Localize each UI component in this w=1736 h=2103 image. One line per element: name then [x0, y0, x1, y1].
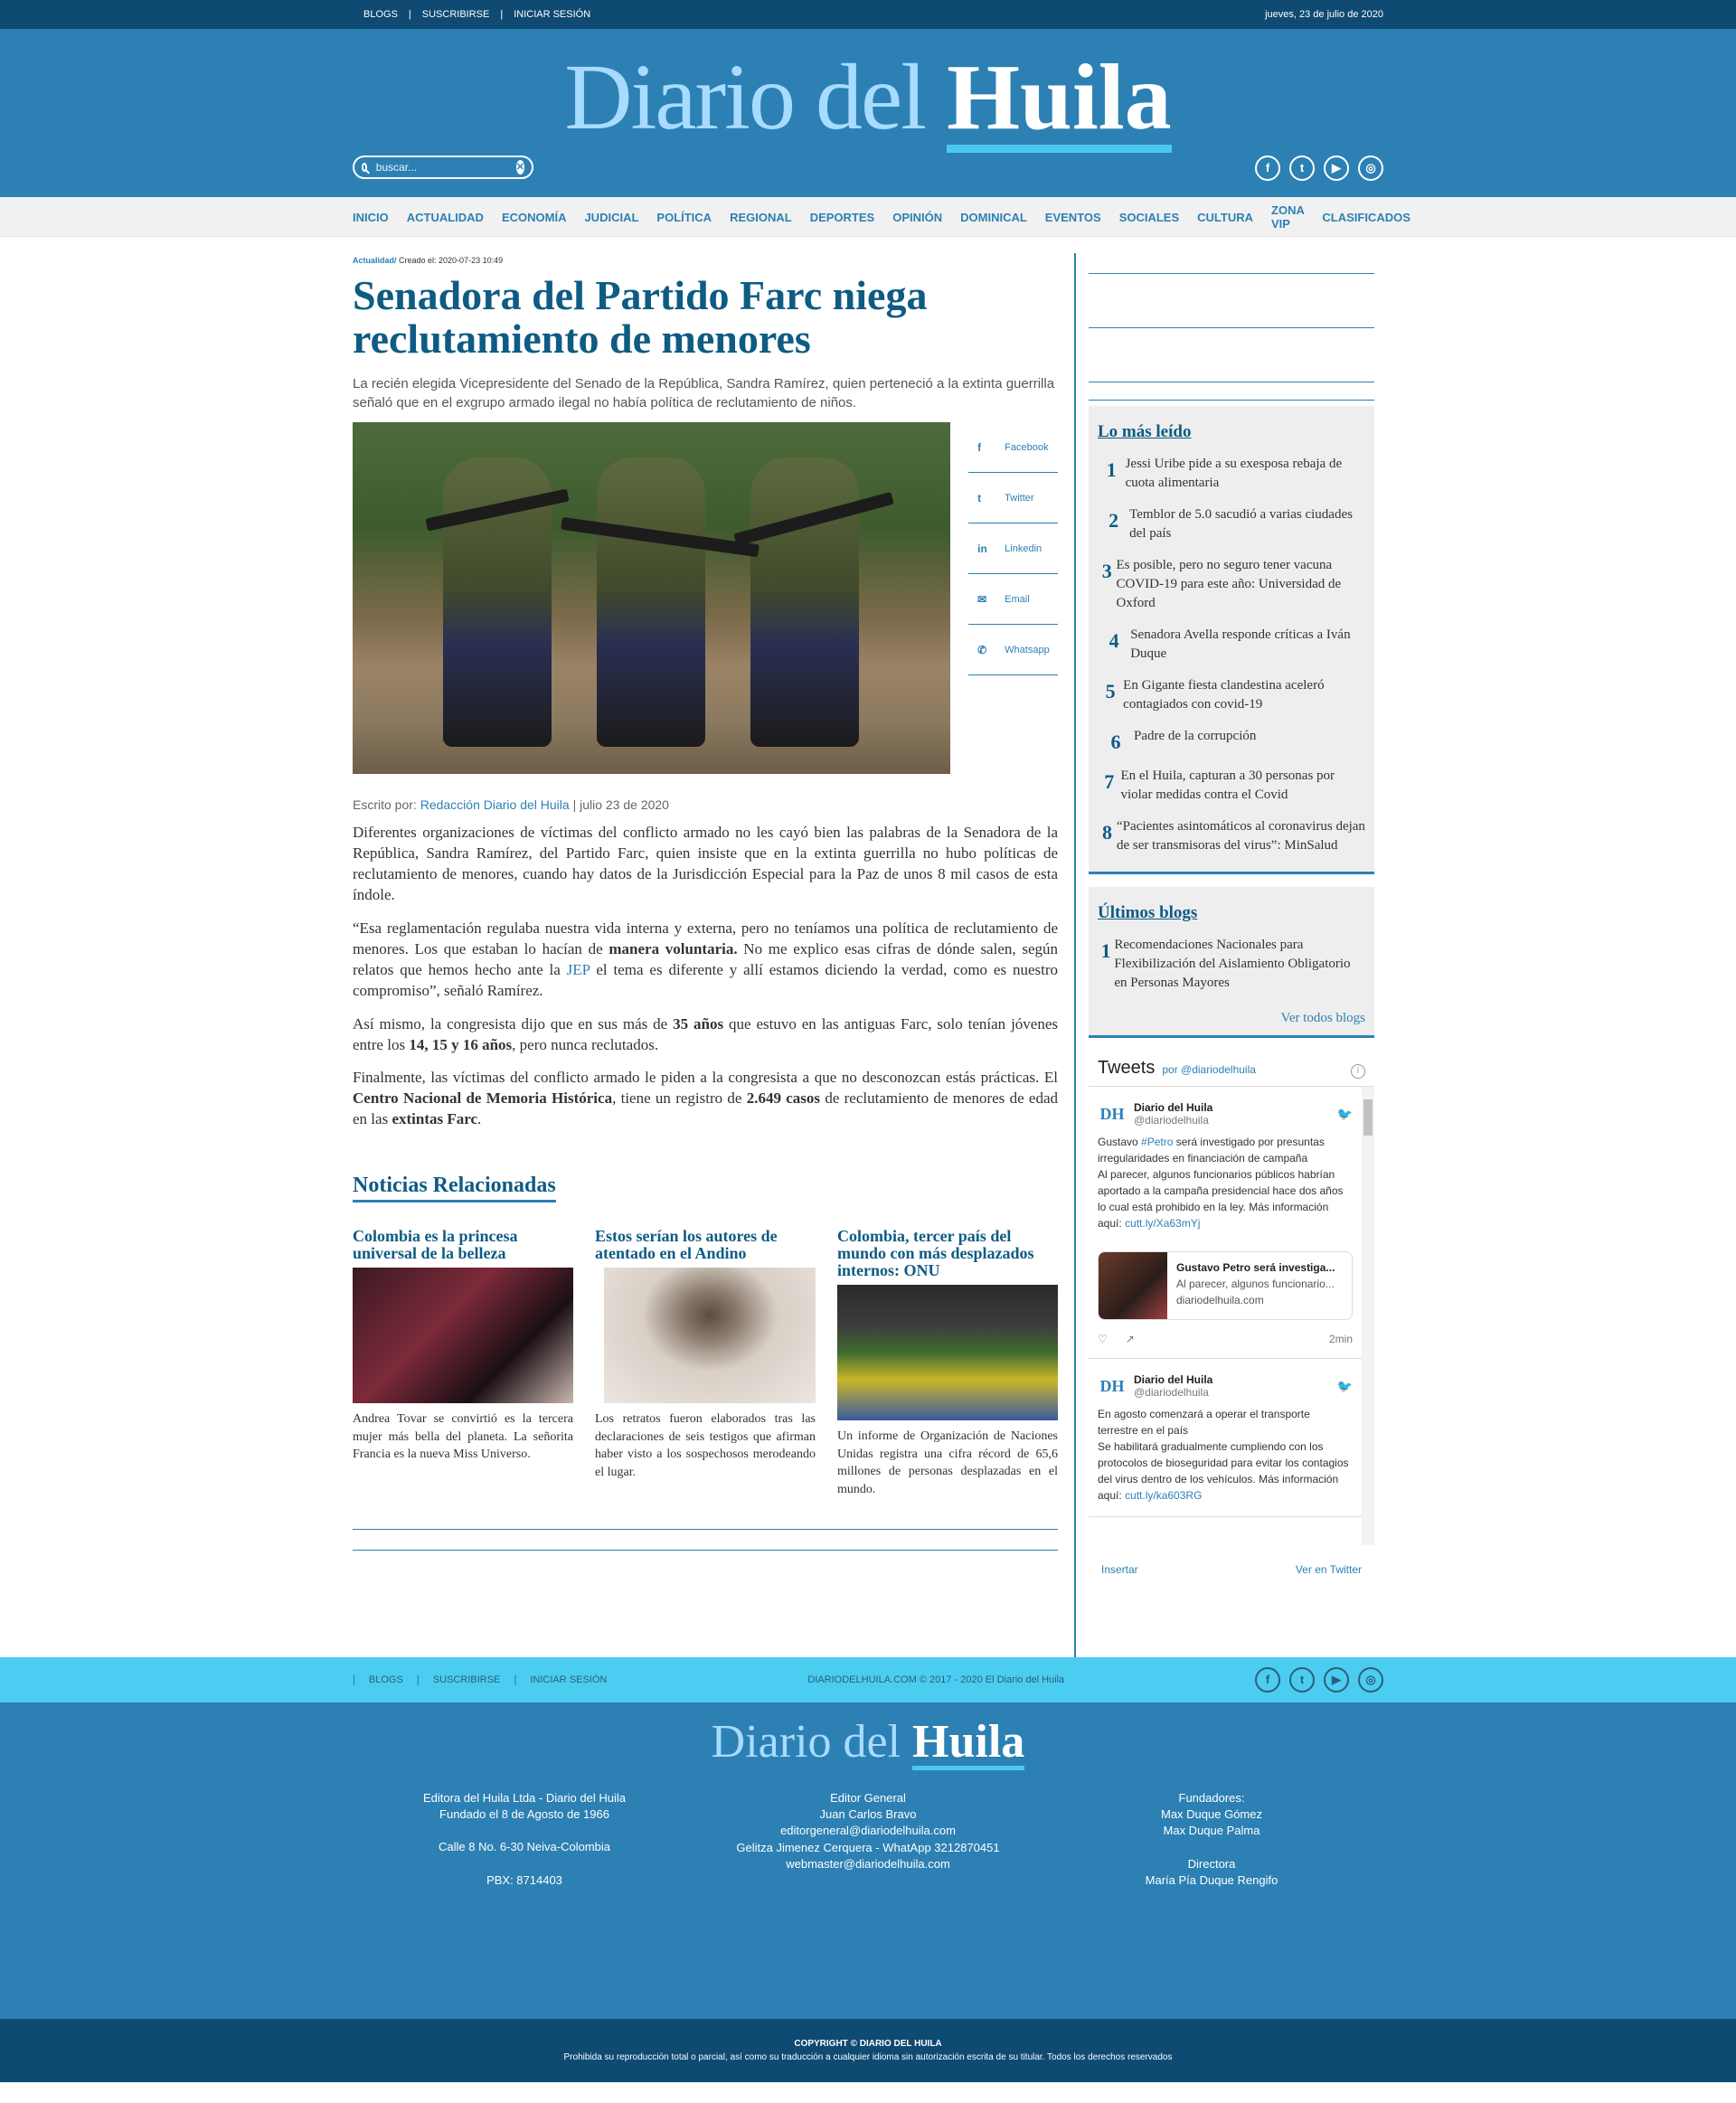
tweet[interactable] [1089, 1359, 1362, 1517]
footer-text: Max Duque Palma [1163, 1824, 1260, 1838]
twitter-icon: t [977, 491, 982, 505]
sidebar-ad-slot [1089, 400, 1374, 401]
divider-line [353, 1550, 1058, 1551]
list-item[interactable] [1098, 676, 1365, 714]
twitter-widget [1089, 1058, 1374, 1576]
text: En agosto comenzará a operar el transporte terrestre en el país Se habilitará gradualmente cumpliendo con los protocolos de bioseguridad para evitar los contagios del virus dentro de los vehículos. Más información aquí: [1098, 1408, 1349, 1502]
twitter-widget-handle[interactable]: por @diariodelhuila [1162, 1063, 1256, 1076]
nav-item-politica[interactable]: POLÍTICA [656, 210, 712, 224]
tweet-card-title: Gustavo Petro será investiga... [1176, 1261, 1335, 1274]
nav-item-eventos[interactable]: EVENTOS [1044, 210, 1101, 224]
related-card-image[interactable] [837, 1285, 1058, 1420]
list-item-text[interactable]: “Pacientes asintomáticos al coronavirus dejan de ser transmisoras del virus”: MinSalud [1117, 819, 1365, 853]
tweet-author-handle: @diariodelhuila [1134, 1386, 1209, 1399]
share-icon[interactable]: ↗ [1125, 1333, 1135, 1345]
current-date: jueves, 23 de julio de 2020 [1265, 9, 1383, 20]
list-item[interactable] [1098, 626, 1365, 664]
footer-bar [0, 1657, 1736, 1702]
footer-email[interactable]: editorgeneral@diariodelhuila.com [780, 1824, 956, 1838]
tweet-author[interactable] [1134, 1101, 1212, 1127]
top-link-login[interactable]: INICIAR SESIÓN [514, 9, 591, 20]
main-nav [0, 197, 1736, 237]
breadcrumb-section[interactable]: Actualidad/ [353, 256, 397, 265]
bold-text: 2.649 casos [746, 1089, 821, 1108]
tweet[interactable] [1089, 1087, 1362, 1359]
bold-text: extintas Farc [392, 1110, 478, 1128]
instagram-icon[interactable]: ◎ [1358, 1667, 1383, 1693]
list-item-text[interactable]: Es posible, pero no seguro tener vacuna COVID-19 para este año: Universidad de Oxford [1116, 558, 1342, 610]
logo-text-light: Diario del [711, 1716, 913, 1768]
tweet-author-name: Diario del Huila [1134, 1101, 1213, 1114]
tweet-time[interactable]: 2min [1328, 1333, 1353, 1345]
spacer [407, 1823, 642, 1839]
related-card-text: Andrea Tovar se convirtió es la tercera mujer más bella del planeta. La señorita Francia es la nueva Miss Universo. [353, 1412, 573, 1462]
footer-text: Fundadores: [1178, 1791, 1245, 1805]
nav-item-zona-vip[interactable]: ZONA VIP [1271, 203, 1305, 231]
text: , tiene un registro de [612, 1089, 747, 1108]
paragraph [353, 1068, 1058, 1130]
footer-text: Fundado el 8 de Agosto de 1966 [439, 1807, 609, 1822]
separator: | [416, 1674, 420, 1685]
list-item[interactable] [1098, 767, 1365, 805]
nav-item-dominical[interactable]: DOMINICAL [960, 210, 1027, 224]
photo-figure [750, 457, 859, 747]
list-item-text[interactable]: En Gigante fiesta clandestina aceleró contagiados con covid-19 [1123, 678, 1325, 712]
share-facebook[interactable] [968, 422, 1058, 473]
footer-text: Editor General [830, 1791, 906, 1805]
footer-columns [353, 1790, 1383, 1889]
sidebar-ad-slot [1089, 273, 1374, 327]
tweet-author-handle: @diariodelhuila [1134, 1114, 1209, 1127]
nav-item-cultura[interactable]: CULTURA [1197, 210, 1254, 224]
rights-notice: Prohibida su reproducción total o parcial, así como su traducción a cualquier idioma sin autorización escrita de su titular. Todos los derechos reservados [563, 2052, 1173, 2062]
site-header [0, 29, 1736, 197]
footer-logo[interactable] [353, 1702, 1383, 1770]
footer-text: Juan Carlos Bravo [819, 1807, 917, 1822]
rank-number: 8 [1102, 821, 1112, 844]
list-item-text[interactable]: Temblor de 5.0 sacudió a varias ciudades del país [1129, 507, 1353, 541]
related-card-title[interactable]: Estos serían los autores de atentado en el Andino [595, 1227, 778, 1263]
hashtag-link[interactable]: #Petro [1141, 1136, 1174, 1148]
share-label: Twitter [1005, 492, 1034, 504]
sidebar-ad-slot [1089, 327, 1374, 382]
rank-number: 6 [1110, 731, 1121, 753]
footer-column-founders [1094, 1790, 1329, 1889]
tweet-text [1098, 1406, 1353, 1504]
search-input[interactable] [376, 161, 516, 174]
top-links [353, 9, 601, 20]
view-on-twitter-link[interactable]: Ver en Twitter [1295, 1563, 1362, 1576]
footer-main [0, 1702, 1736, 2019]
twitter-widget-title: Tweets [1098, 1058, 1156, 1078]
latest-blogs [1089, 887, 1374, 1038]
paragraph: Diferentes organizaciones de víctimas del conflicto armado no les cayó bien las palabras de la Senadora de la República, Sandra Ramírez, del Partido Farc, quien insiste que en la extinta guerrilla no hubo políticas de reclutamiento de menores, cuando hay datos de la Jurisdicción Especial para la Paz de unos 8 mil casos de esta índole. [353, 824, 1058, 903]
related-card-title[interactable]: Colombia es la princesa universal de la belleza [353, 1227, 518, 1263]
text: No me explico esas cifras de dónde salen, según relatos que hemos hecho ante la [353, 939, 1058, 978]
related-card[interactable] [837, 1228, 1058, 1498]
footer-link-subscribe[interactable]: SUSCRIBIRSE [432, 1674, 501, 1685]
text: el tema es diferente y allí estamos diciendo la verdad, como es nuestro compromiso”, señaló Ramírez. [353, 960, 1059, 999]
tweet-link-card[interactable] [1098, 1251, 1353, 1320]
list-item-text[interactable]: En el Huila, capturan a 30 personas por violar medidas contra el Covid [1120, 769, 1335, 802]
facebook-icon: f [977, 440, 982, 454]
list-item[interactable] [1098, 556, 1365, 613]
footer-link-blogs[interactable]: BLOGS [368, 1674, 403, 1685]
instagram-icon[interactable]: ◎ [1358, 156, 1383, 181]
share-whatsapp[interactable] [968, 625, 1058, 675]
rank-number: 3 [1101, 560, 1112, 582]
nav-item-actualidad[interactable]: ACTUALIDAD [406, 210, 484, 224]
related-card[interactable] [595, 1228, 816, 1498]
embed-link[interactable]: Insertar [1101, 1563, 1138, 1576]
share-twitter[interactable] [968, 473, 1058, 523]
twitter-widget-header [1089, 1058, 1374, 1079]
tweet-author-name: Diario del Huila [1134, 1373, 1213, 1386]
share-linkedin[interactable] [968, 523, 1058, 574]
rank-number: 2 [1109, 509, 1119, 532]
related-news-title: Noticias Relacionadas [353, 1174, 556, 1202]
created-date: Creado el: 2020-07-23 10:49 [396, 256, 504, 265]
list-item[interactable] [1098, 936, 1365, 993]
nav-item-judicial[interactable]: JUDICIAL [584, 210, 639, 224]
footer-text: PBX: 8714403 [486, 1872, 562, 1887]
tweet-text [1098, 1134, 1353, 1231]
separator: | [500, 9, 504, 20]
paragraph [353, 919, 1058, 1002]
tweet-card-site: diariodelhuila.com [1176, 1294, 1264, 1306]
list-item[interactable] [1098, 727, 1365, 754]
share-bar [968, 422, 1058, 774]
nav-item-regional[interactable]: REGIONAL [730, 210, 792, 224]
scrollbar[interactable] [1362, 1087, 1374, 1545]
related-news [353, 1228, 1058, 1498]
photo-figure [597, 457, 705, 747]
text: que estuvo en las antiguas Farc, solo tenían jóvenes entre los [353, 1014, 1059, 1053]
article-body [353, 823, 1058, 1130]
article-title: Senadora del Partido Farc niega reclutamiento de menores [353, 272, 928, 363]
separator: | [353, 1674, 355, 1685]
list-item-text[interactable]: Padre de la corrupción [1134, 729, 1257, 743]
bold-text: 35 años [673, 1014, 724, 1033]
avatar[interactable]: DH [1099, 1377, 1125, 1395]
footer-links [353, 1674, 618, 1685]
top-link-subscribe[interactable]: SUSCRIBIRSE [421, 9, 490, 20]
list-item-text[interactable]: Senadora Avella responde críticas a Iván Duque [1130, 627, 1351, 661]
separator: | [408, 9, 411, 20]
tweet-user [1098, 1099, 1353, 1128]
related-card[interactable] [353, 1228, 573, 1498]
list-item[interactable] [1098, 505, 1365, 543]
info-icon[interactable]: i [1351, 1064, 1365, 1079]
footer-text: Gelitza Jimenez Cerquera - WhatApp 3212870451 [736, 1840, 1000, 1854]
share-email[interactable] [968, 574, 1058, 625]
rank-number: 1 [1106, 458, 1117, 481]
footer-column-company [407, 1790, 642, 1889]
nav-item-economia[interactable]: ECONOMÍA [501, 210, 567, 224]
sidebar [1089, 253, 1374, 1657]
footer-link-login[interactable]: INICIAR SESIÓN [530, 1674, 608, 1685]
article-photo [353, 422, 950, 774]
bold-text: 14, 15 y 16 años [409, 1035, 513, 1053]
main-content [353, 237, 1383, 1657]
text: . [477, 1110, 482, 1128]
sidebar-ad-slot [1089, 382, 1374, 400]
logo-text-bold: Huila [947, 51, 1172, 153]
avatar[interactable]: DH [1099, 1105, 1125, 1123]
text: Gustavo [1098, 1136, 1142, 1148]
footer-copy: DIARIODELHUILA.COM © 2017 - 2020 El Diario del Huila [807, 1674, 1065, 1685]
footer-text: Max Duque Gómez [1161, 1807, 1262, 1822]
text: , pero nunca reclutados. [512, 1035, 659, 1053]
twitter-bird-icon: 🐦 [1336, 1378, 1353, 1393]
top-link-blogs[interactable]: BLOGS [363, 9, 398, 20]
scrollbar-thumb[interactable] [1363, 1099, 1373, 1136]
tweet-user [1098, 1372, 1353, 1400]
top-bar [0, 0, 1736, 29]
article-column [353, 253, 1067, 1657]
tweet-author[interactable] [1134, 1373, 1212, 1399]
tweet-link[interactable]: cutt.ly/ka603RG [1125, 1489, 1203, 1502]
youtube-icon[interactable]: ▶ [1324, 1667, 1349, 1693]
spacer [1094, 1840, 1329, 1856]
footer-bottom [0, 2019, 1736, 2082]
linkedin-icon: in [977, 542, 987, 555]
text: Así mismo, la congresista dijo que en sus más de [353, 1014, 674, 1033]
rank-number: 5 [1105, 680, 1116, 703]
nav-item-sociales[interactable]: SOCIALES [1118, 210, 1180, 224]
tweet-link[interactable]: cutt.ly/Xa63mYj [1125, 1217, 1201, 1230]
footer-email[interactable]: webmaster@diariodelhuila.com [786, 1856, 950, 1871]
footer-social-links [1255, 1667, 1383, 1693]
byline-prefix: Escrito por: [353, 797, 420, 813]
share-label: Linkedin [1005, 542, 1043, 554]
jep-link[interactable]: JEP [566, 960, 590, 978]
list-item-text[interactable]: Recomendaciones Nacionales para Flexibilización del Aislamiento Obligatorio en Personas Mayores [1114, 938, 1351, 990]
youtube-icon[interactable]: ▶ [1324, 156, 1349, 181]
related-card-image[interactable] [353, 1268, 573, 1403]
footer-text: Editora del Huila Ltda - Diario del Huila [422, 1791, 626, 1805]
whatsapp-icon: ✆ [977, 643, 987, 656]
paragraph [353, 1014, 1058, 1056]
related-card-image[interactable] [604, 1268, 816, 1403]
article-lede: La recién elegida Vicepresidente del Senado de la República, Sandra Ramírez, quien perteneció a la extinta guerrilla señaló que en el exgrupo armado ilegal no había política de reclutamiento de niños. [353, 375, 1055, 411]
text: “Esa reglamentación regulaba nuestra vida interna y externa, pero no teníamos una política de reclutamiento de menores. Los que estaban lo hacían de [353, 919, 1058, 957]
footer-column-editor [723, 1790, 1013, 1889]
copyright: COPYRIGHT © DIARIO DEL HUILA [794, 2039, 942, 2049]
rank-number: 4 [1109, 629, 1119, 652]
logo-text-bold: Huila [912, 1719, 1024, 1770]
byline-date: | julio 23 de 2020 [569, 797, 669, 813]
share-label: Email [1005, 593, 1030, 605]
facebook-icon[interactable]: f [1255, 1667, 1280, 1693]
logo-text-light: Diario del [564, 45, 948, 149]
bold-text: manera voluntaria. [609, 939, 738, 957]
tweet-card-text: Al parecer, algunos funcionario... [1176, 1278, 1335, 1290]
footer-text: María Pía Duque Rengifo [1145, 1872, 1278, 1887]
text: será investigado por presuntas irregularidades en financiación de campaña Al parecer, algunos funcionarios públicos habrían aportado a la campaña presidencial hace dos años lo cual está prohibido en la ley. Más información aquí: [1098, 1136, 1344, 1230]
footer-text: Calle 8 No. 6-30 Neiva-Colombia [438, 1840, 611, 1854]
nav-item-opinion[interactable]: OPINIÓN [892, 210, 943, 224]
spacer [407, 1856, 642, 1872]
tweet-card-image [1099, 1252, 1167, 1319]
search-icon[interactable] [362, 163, 367, 172]
column-divider [1074, 253, 1076, 1657]
divider-line [353, 1529, 1058, 1530]
media-row [353, 422, 1058, 774]
search-box [353, 156, 533, 179]
text: de reclutamiento de menores de edad en las [353, 1089, 1058, 1128]
footer-text: Directora [1187, 1856, 1236, 1871]
nav-item-clasificados[interactable]: CLASIFICADOS [1322, 210, 1410, 224]
most-read [1089, 406, 1374, 874]
twitter-bird-icon: 🐦 [1336, 1106, 1353, 1121]
most-read-title: Lo más leído [1098, 422, 1192, 441]
nav-item-inicio[interactable]: INICIO [353, 210, 389, 224]
related-card-text: Un informe de Organización de Naciones Unidas registra una cifra récord de 65,6 millones de personas desplazadas en el mundo. [837, 1429, 1058, 1496]
latest-blogs-title: Últimos blogs [1098, 903, 1198, 922]
rank-number: 7 [1104, 770, 1115, 793]
tweet-actions [1098, 1333, 1353, 1345]
view-all-blogs-link[interactable]: Ver todos blogs [1280, 1011, 1365, 1025]
byline [353, 797, 1058, 812]
site-logo[interactable] [353, 45, 1383, 153]
share-label: Facebook [1005, 441, 1049, 453]
nav-item-deportes[interactable]: DEPORTES [809, 210, 875, 224]
clear-search-icon[interactable]: ✕ [515, 162, 524, 173]
list-item-text[interactable]: Jessi Uribe pide a su exesposa rebaja de cuota alimentaria [1125, 457, 1343, 490]
tweet-card-body [1167, 1252, 1344, 1319]
text: Finalmente, las víctimas del conflicto armado le piden a la congresista a que no desconozcan estás prácticas. El [353, 1069, 1058, 1087]
social-links [1255, 156, 1383, 181]
author-link[interactable]: Redacción Diario del Huila [420, 797, 570, 813]
facebook-icon[interactable]: f [1255, 156, 1280, 181]
list-item[interactable] [1098, 817, 1365, 855]
twitter-icon[interactable]: t [1289, 1667, 1315, 1693]
email-icon: ✉ [977, 592, 987, 606]
related-card-text: Los retratos fueron elaborados tras las declaraciones de seis testigos que afirman haber visto a los sospechosos merodeando el lugar. [595, 1412, 816, 1479]
list-item[interactable] [1098, 455, 1365, 493]
share-label: Whatsapp [1005, 644, 1050, 655]
tweet-timeline[interactable] [1089, 1086, 1374, 1545]
twitter-icon[interactable]: t [1289, 156, 1315, 181]
heart-icon[interactable]: ♡ [1098, 1333, 1108, 1345]
bold-text: Centro Nacional de Memoria Histórica [353, 1089, 613, 1108]
separator: | [514, 1674, 517, 1685]
breadcrumb [353, 256, 1058, 265]
related-card-title[interactable]: Colombia, tercer país del mundo con más desplazados internos: ONU [837, 1227, 1034, 1280]
twitter-widget-footer [1089, 1545, 1374, 1576]
rank-number: 1 [1100, 939, 1111, 962]
